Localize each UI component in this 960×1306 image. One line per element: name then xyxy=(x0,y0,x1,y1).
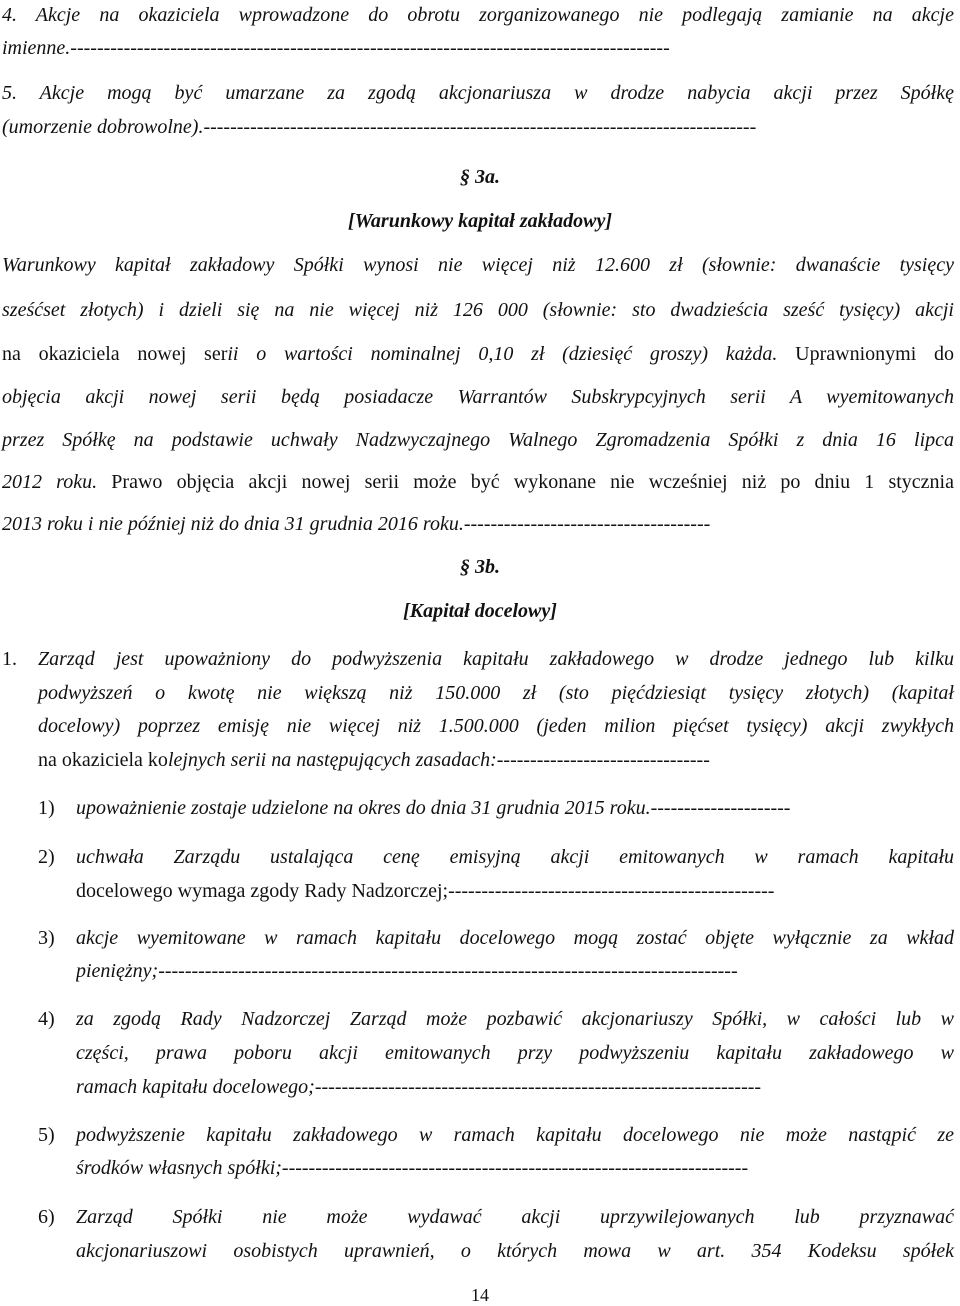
target-capital-line-1: Zarząd jest upoważniony do podwyższenia kapitału zakładowego w drodze jednego lub kilku xyxy=(38,648,954,670)
list-number-1: 1) xyxy=(38,797,55,819)
section-3a-heading: § 3a. xyxy=(460,166,500,188)
list-item-4-line-2: części, prawa poboru akcji emitowanych przy podwyższeniu kapitału zakładowego w xyxy=(76,1042,954,1064)
item-number-1: 1. xyxy=(2,648,17,670)
list-item-6-line-2: akcjonariuszowi osobistych uprawnień, o których mowa w art. 354 Kodeksu spółek xyxy=(76,1240,954,1262)
list-item-3-line-2: pieniężny;--------------------------------------------------------------------------------------- xyxy=(76,960,738,982)
list-number-5: 5) xyxy=(38,1124,55,1146)
paragraph-5-line-1: 5. Akcje mogą być umarzane za zgodą akcjonariusza w drodze nabycia akcji przez Spółkę xyxy=(2,82,954,104)
list-item-4-line-1: za zgodą Rady Nadzorczej Zarząd może pozbawić akcjonariuszy Spółki, w całości lub w xyxy=(76,1008,954,1030)
conditional-capital-line-7: 2013 roku i nie później niż do dnia 31 grudnia 2016 roku.------------------------------------- xyxy=(2,513,711,535)
text-run: lejnych serii na następujących zasadach:-------------------------------- xyxy=(167,749,710,771)
conditional-capital-line-1: Warunkowy kapitał zakładowy Spółki wynosi nie więcej niż 12.600 zł (słownie: dwanaście tysięcy xyxy=(2,254,954,276)
conditional-capital-line-4: objęcia akcji nowej serii będą posiadacze Warrantów Subskrypcyjnych serii A wyemitowanych xyxy=(2,386,954,408)
section-3a-title: [Warunkowy kapitał zakładowy] xyxy=(347,210,613,232)
section-3b-heading: § 3b. xyxy=(460,556,500,578)
list-number-4: 4) xyxy=(38,1008,55,1030)
text-run: Prawo objęcia akcji nowej serii może być wykonane nie wcześniej niż po dniu 1 stycznia xyxy=(111,471,954,493)
conditional-capital-line-3 xyxy=(2,343,954,365)
paragraph-4-line-2: imienne.------------------------------------------------------------------------------------------ xyxy=(2,37,670,59)
text-run: na okaziciela nowej ser xyxy=(2,343,228,365)
target-capital-line-3: docelowy) poprzez emisję nie więcej niż 1.500.000 (jeden milion pięćset tysięcy) akcji zwykłych xyxy=(38,715,954,737)
conditional-capital-line-5: przez Spółkę na podstawie uchwały Nadzwyczajnego Walnego Zgromadzenia Spółki z dnia 16 lipca xyxy=(2,429,954,451)
list-item-2-line-1: uchwała Zarządu ustalająca cenę emisyjną akcji emitowanych w ramach kapitału xyxy=(76,846,954,868)
section-3b-title: [Kapitał docelowy] xyxy=(403,600,557,622)
list-number-6: 6) xyxy=(38,1206,55,1228)
text-run: Uprawnionymi do xyxy=(795,343,954,365)
list-item-1-line-1: upoważnienie zostaje udzielone na okres do dnia 31 grudnia 2015 roku.--------------------- xyxy=(76,797,791,819)
list-item-4-line-3: ramach kapitału docelowego;------------------------------------------------------------------- xyxy=(76,1076,762,1098)
page-number: 14 xyxy=(471,1285,489,1305)
conditional-capital-line-6 xyxy=(2,471,954,493)
paragraph-4-line-1: 4. Akcje na okaziciela wprowadzone do obrotu zorganizowanego nie podlegają zamianie na akcje xyxy=(2,4,954,26)
conditional-capital-line-2: sześćset złotych) i dzieli się na nie więcej niż 126 000 (słownie: sto dwadzieścia sześć tysięcy) akcji xyxy=(2,299,954,321)
list-number-3: 3) xyxy=(38,927,55,949)
list-item-6-line-1: Zarząd Spółki nie może wydawać akcji uprzywilejowanych lub przyznawać xyxy=(76,1206,954,1228)
target-capital-line-4 xyxy=(38,749,954,771)
list-number-2: 2) xyxy=(38,846,55,868)
list-item-5-line-2: środków własnych spółki;---------------------------------------------------------------------- xyxy=(76,1157,749,1179)
list-item-3-line-1: akcje wyemitowane w ramach kapitału docelowego mogą zostać objęte wyłącznie za wkład xyxy=(76,927,954,949)
text-run: 2012 roku. xyxy=(2,471,112,493)
list-item-2-line-2: docelowego wymaga zgody Rady Nadzorczej;------------------------------------------------- xyxy=(76,880,775,902)
target-capital-line-2: podwyższeń o kwotę nie większą niż 150.000 zł (sto pięćdziesiąt tysięcy złotych) (kapitał xyxy=(38,682,954,704)
text-run: na okaziciela ko xyxy=(38,749,168,771)
text-run: ii o wartości nominalnej 0,10 zł (dziesięć groszy) każda. xyxy=(227,343,796,365)
list-item-5-line-1: podwyższenie kapitału zakładowego w ramach kapitału docelowego nie może nastąpić ze xyxy=(76,1124,954,1146)
paragraph-5-line-2: (umorzenie dobrowolne).----------------------------------------------------------------------------------- xyxy=(2,116,757,138)
